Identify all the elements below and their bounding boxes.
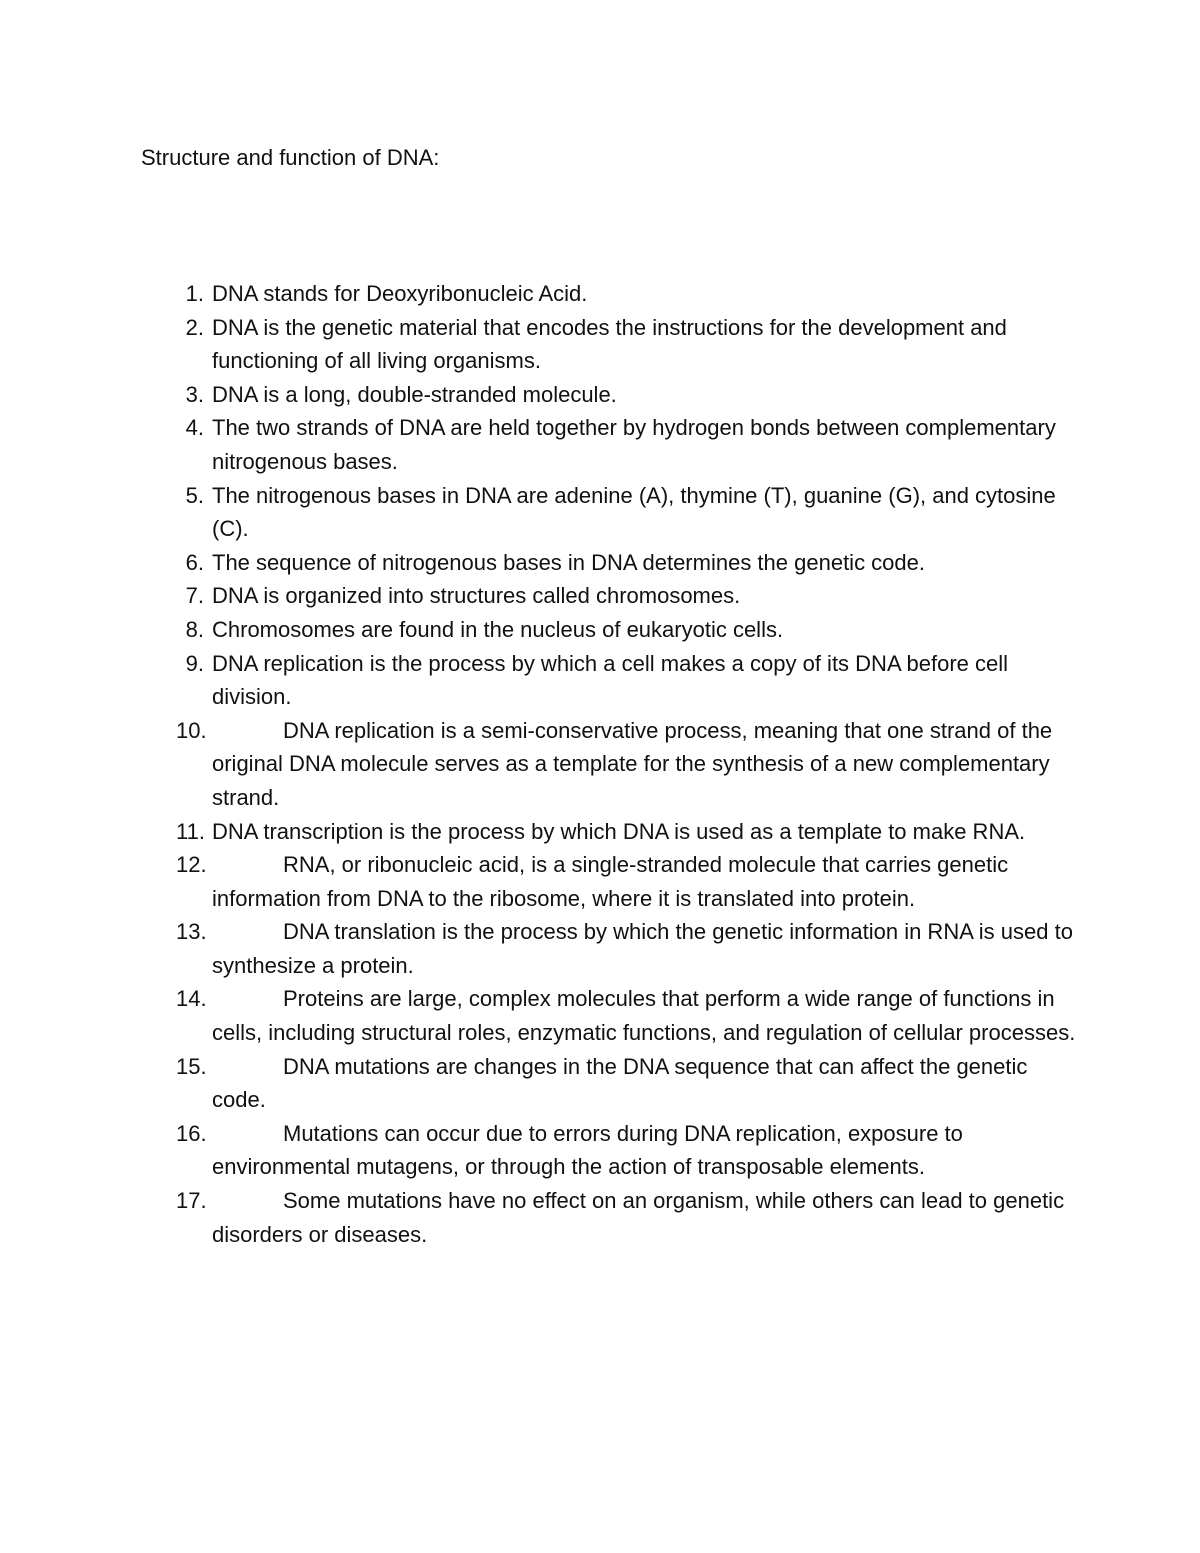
list-item [141, 1117, 1081, 1184]
list-item [141, 479, 1081, 546]
item-number: 17. [176, 1188, 207, 1214]
item-text: DNA translation is the process by which the genetic information in RNA is used to synthesize a protein. [212, 919, 1073, 978]
item-text: The nitrogenous bases in DNA are adenine (A), thymine (T), guanine (G), and cytosine (C). [212, 482, 1056, 542]
list-item [141, 613, 1081, 647]
list-item [141, 982, 1081, 1049]
list-item [141, 848, 1081, 915]
item-number: 16. [176, 1120, 207, 1146]
item-number: 7. [185, 583, 204, 609]
item-text: The two strands of DNA are held together by hydrogen bonds between complementary nitrogenous bases. [212, 415, 1056, 474]
item-number: 10. [176, 717, 207, 743]
list-item [141, 546, 1081, 580]
item-number: 9. [185, 650, 204, 676]
list-item [141, 277, 1081, 311]
list-item [141, 647, 1081, 714]
item-number: 12. [176, 852, 207, 878]
item-text: Chromosomes are found in the nucleus of eukaryotic cells. [212, 616, 784, 642]
item-text: DNA is organized into structures called chromosomes. [212, 583, 741, 609]
item-text: DNA replication is the process by which a cell makes a copy of its DNA before cell division. [212, 650, 1009, 710]
list-item [141, 311, 1081, 378]
list-item [141, 378, 1081, 412]
list-item [141, 1184, 1081, 1251]
item-text: DNA stands for Deoxyribonucleic Acid. [212, 281, 588, 306]
item-number: 11. [176, 818, 205, 844]
item-number: 4. [185, 415, 204, 441]
list-item [141, 579, 1081, 613]
item-number: 14. [176, 986, 207, 1012]
list-item [141, 815, 1081, 849]
item-number: 8. [185, 616, 204, 642]
list-item [141, 915, 1081, 982]
item-text: DNA is the genetic material that encodes the instructions for the development and functioning of all living organisms. [212, 314, 1007, 374]
list-item [141, 714, 1081, 815]
item-number: 13. [176, 919, 207, 945]
item-number: 15. [176, 1053, 207, 1079]
list-item [141, 411, 1081, 478]
item-text: Mutations can occur due to errors during DNA replication, exposure to environmental mutagens, or through the action of transposable elements. [212, 1120, 963, 1180]
item-text: DNA is a long, double-stranded molecule. [212, 381, 617, 407]
item-text: The sequence of nitrogenous bases in DNA determines the genetic code. [212, 549, 926, 575]
item-number: 3. [185, 381, 204, 407]
item-text: DNA mutations are changes in the DNA sequence that can affect the genetic code. [212, 1053, 1028, 1113]
item-number: 2. [185, 314, 204, 340]
item-number: 1. [185, 281, 204, 306]
item-number: 6. [185, 549, 204, 575]
document-title: Structure and function of DNA: [141, 145, 440, 170]
item-number: 5. [185, 482, 204, 508]
item-text: Proteins are large, complex molecules that perform a wide range of functions in cells, including structural roles, enzymatic functions, and regulation of cellular processes. [212, 986, 1076, 1046]
item-text: DNA replication is a semi-conservative process, meaning that one strand of the original DNA molecule serves as a template for the synthesis of a new complementary strand. [212, 717, 1053, 810]
list-item [141, 1050, 1081, 1117]
item-text: RNA, or ribonucleic acid, is a single-stranded molecule that carries genetic information from DNA to the ribosome, where it is translated into protein. [212, 852, 1009, 911]
item-text: Some mutations have no effect on an organism, while others can lead to genetic disorders or diseases. [212, 1188, 1065, 1247]
item-text: DNA transcription is the process by which DNA is used as a template to make RNA. [212, 818, 1026, 844]
numbered-list [141, 277, 1081, 1251]
